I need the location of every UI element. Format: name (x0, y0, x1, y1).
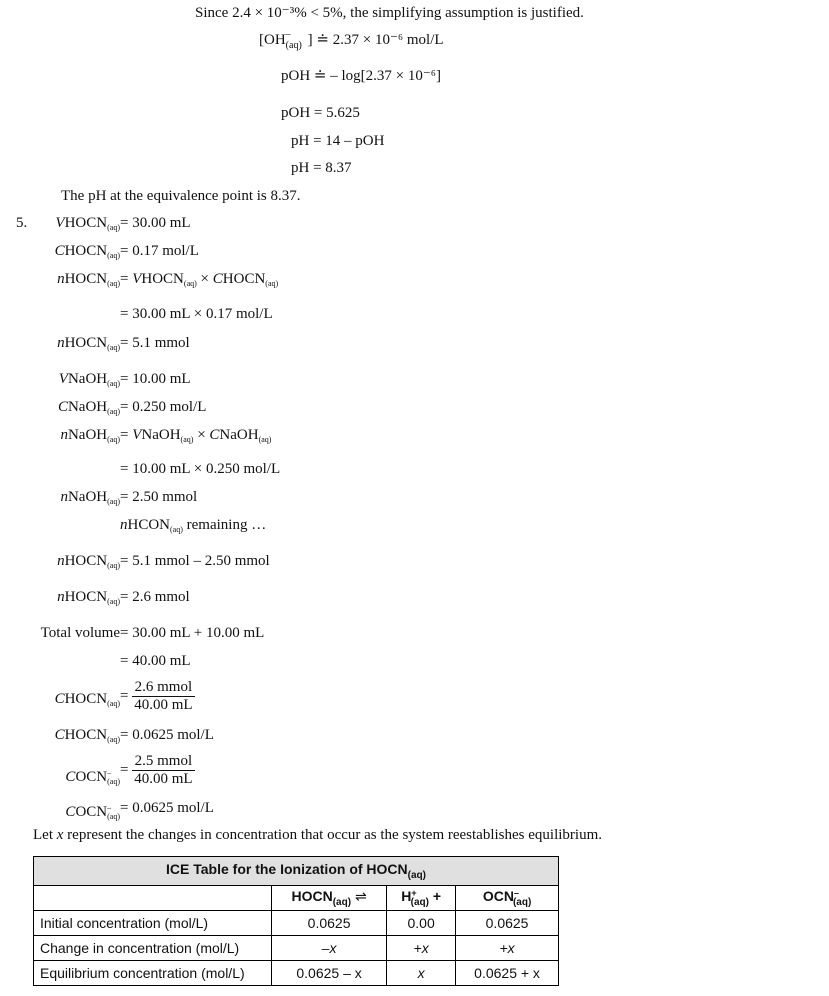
c-hocn-numerator: 2.6 mmol (132, 679, 194, 697)
remaining-text: remaining … (186, 517, 267, 533)
ice-cell: 0.0625 (272, 911, 387, 936)
c-ocn-new-value: = 0.0625 mol/L (120, 800, 214, 816)
n-hocn-result: = 5.1 mmol (120, 335, 190, 351)
question-number: 5. (16, 215, 28, 231)
ice-header-ocn: $OCN^-_{(aq)}$ (456, 886, 559, 911)
ice-cell: –x (272, 936, 387, 961)
c-ocn-label-2: $COCN^-_{(aq)}$ (65, 803, 120, 821)
c-hocn-value: = 0.17 mol/L (120, 243, 199, 259)
n-hocn-calc: = 30.00 mL × 0.17 mol/L (120, 306, 273, 322)
v-naoh-value: = 10.00 mL (120, 371, 191, 387)
c-ocn-denominator: 40.00 mL (134, 771, 193, 787)
c-hocn-denominator: 40.00 mL (134, 697, 193, 713)
hydroxide-value: 2.37 × 10⁻⁶ mol/L (332, 32, 444, 48)
n-naoh-calc: = 10.00 mL × 0.250 mol/L (120, 461, 281, 477)
equivalence-conclusion: The pH at the equivalence point is 8.37. (61, 188, 301, 204)
c-ocn-label: $COCN^-_{(aq)}$ (65, 768, 120, 786)
c-naoh-value: = 0.250 mol/L (120, 399, 207, 415)
poh-log-line: pOH ≐ – log[2.37 × 10⁻⁶] (281, 68, 441, 84)
poh-value-line: pOH = 5.625 (281, 105, 360, 121)
total-volume-result: = 40.00 mL (120, 653, 191, 669)
n-naoh-label-2: nNaOH$_{(aq)}$ (60, 489, 120, 506)
v-naoh-label: VNaOH$_{(aq)}$ (58, 371, 120, 388)
n-hocn-formula: = $VHOCN_{(aq)}$ × $CHOCN_{(aq)}$ (120, 271, 279, 288)
ice-cell: 0.0625 (456, 911, 559, 936)
ph-formula-line: pH = 14 – pOH (291, 133, 385, 149)
c-hocn-label: $CHOCN_{(aq)}$ (54, 243, 120, 260)
ice-header-blank (34, 886, 272, 911)
ice-header-hocn: $HOCN_{(aq)}$ ⇌ (272, 886, 387, 911)
ice-row-label: Change in concentration (mol/L) (34, 936, 272, 961)
c-hocn-new-value: = 0.0625 mol/L (120, 727, 214, 743)
n-naoh-label: nNaOH$_{(aq)}$ (60, 427, 120, 444)
ice-row-label: Initial concentration (mol/L) (34, 911, 272, 936)
ice-header-h: $H^+_{(aq)}$ + (387, 886, 456, 911)
ice-table (33, 856, 559, 986)
n-naoh-formula: = VNaOH$_{(aq)}$ × CNaOH$_{(aq)}$ (120, 427, 272, 444)
total-volume-calc: = 30.00 mL + 10.00 mL (120, 625, 265, 641)
ice-cell: +x (456, 936, 559, 961)
n-hocn-label: nHOCN$_{(aq)}$ (57, 271, 120, 288)
let-x-text: represent the changes in concentration that occur as the system reestablishes equilibrium. (67, 827, 602, 843)
n-remaining-calc: = 5.1 mmol – 2.50 mmol (120, 553, 270, 569)
ice-row-equilibrium (34, 961, 559, 986)
n-remaining-result: = 2.6 mmol (120, 589, 190, 605)
n-hocn-label-3: nHOCN$_{(aq)}$ (57, 553, 120, 570)
v-hocn-value: = 30.00 mL (120, 215, 191, 231)
c-ocn-fraction: = $\frac{\text{2.5 mmol}}{40.00 mL}$ (120, 753, 193, 787)
v-hocn-label: $VHOCN_{(aq)}$ (55, 215, 120, 232)
ice-cell: 0.00 (387, 911, 456, 936)
ice-title-text: ICE Table for the Ionization of HOCN (166, 861, 408, 877)
ice-cell: 0.0625 – x (272, 961, 387, 986)
n-hocn-label-4: nHOCN$_{(aq)}$ (57, 589, 120, 606)
ice-row-label: Equilibrium concentration (mol/L) (34, 961, 272, 986)
remaining-heading: nHCON$_{(aq)}$ remaining … (120, 517, 267, 534)
total-volume-label: Total volume (40, 625, 120, 641)
n-naoh-result: = 2.50 mmol (120, 489, 198, 505)
ice-cell: x (387, 961, 456, 986)
ice-cell: +x (387, 936, 456, 961)
c-hocn-fraction: = $\frac{\text{2.6 mmol}}{40.00 mL}$ (120, 679, 193, 713)
ice-row-initial (34, 911, 559, 936)
ph-value-line: pH = 8.37 (291, 160, 352, 176)
ice-table-title: ICE Table for the Ionization of $HOCN_{(aq)}$ (34, 857, 559, 886)
hydroxide-concentration: [OH – (aq) ] ≐ 2.37 × 10⁻⁶ mol/L (259, 29, 444, 51)
c-naoh-label: CNaOH$_{(aq)}$ (57, 399, 120, 416)
assumption-statement: Since 2.4 × 10⁻³% < 5%, the simplifying assumption is justified. (195, 5, 584, 21)
c-ocn-numerator: 2.5 mmol (132, 753, 194, 771)
ice-header-row (34, 886, 559, 911)
ice-cell: 0.0625 + x (456, 961, 559, 986)
let-x-statement: Let x represent the changes in concentration that occur as the system reestablishes equilibrium. (33, 827, 602, 843)
n-hocn-label-2: nHOCN$_{(aq)}$ (57, 335, 120, 352)
ice-row-change (34, 936, 559, 961)
c-hocn-label-3: $CHOCN_{(aq)}$ (54, 727, 120, 744)
c-hocn-label-2: $CHOCN_{(aq)}$ (54, 691, 120, 708)
